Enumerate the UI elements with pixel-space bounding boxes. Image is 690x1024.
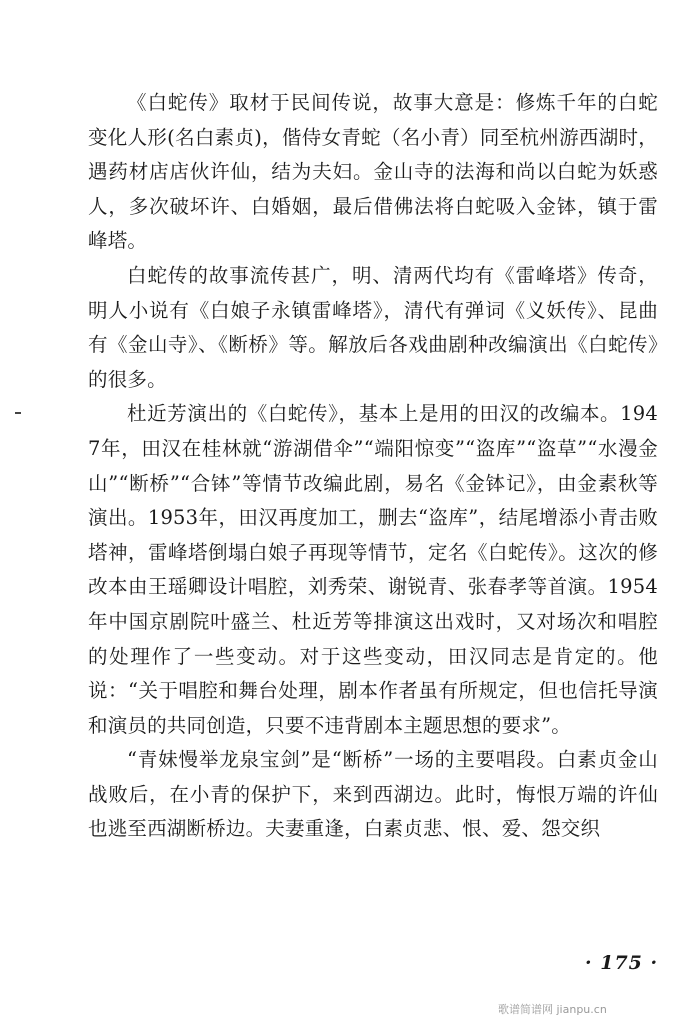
site-watermark: 歌谱简谱网 jianpu.cn (498, 1003, 607, 1016)
body-text (88, 86, 658, 847)
paragraph-broken-bridge-aria: “青妹慢举龙泉宝剑”是“断桥”一场的主要唱段。白素贞金山战败后，在小青的保护下，来到西湖边。此时，悔恨万端的许仙也逃至西湖断桥边。夫妻重逢，白素贞悲、恨、爱、怨交织 (88, 748, 658, 841)
paragraph-tian-han-adaptation: 杜近芳演出的《白蛇传》，基本上是用的田汉的改编本。1947年，田汉在桂林就“游湖借伞”“端阳惊变”“盗库”“盗草”“水漫金山”“断桥”“合钵”等情节改编此剧，易名《金钵记》，由金素秋等演出。1953年，田汉再度加工，删去“盗库”，结尾增添小青击败塔神，雷峰塔倒塌白娘子再现等情节，定名《白蛇传》。这次的修改本由王瑶卿设计唱腔，刘秀荣、谢锐青、张春孝等首演。1954年中国京剧院叶盛兰、杜近芳等排演这出戏时，又对场次和唱腔的处理作了一些变动。对于这些变动，田汉同志是肯定的。他说：“关于唱腔和舞台处理，剧本作者虽有所规定，但也信托导演和演员的共同创造，只要不违背剧本主题思想的要求”。 (88, 402, 658, 737)
page-number: · 175 · (585, 952, 659, 974)
paragraph-story-spread: 白蛇传的故事流传甚广，明、清两代均有《雷峰塔》传奇，明人小说有《白娘子永镇雷峰塔》，清代有弹词《义妖传》、昆曲有《金山寺》、《断桥》等。解放后各戏曲剧种改编演出《白蛇传》的很多。 (88, 263, 658, 391)
scan-edge-mark (15, 412, 21, 414)
paragraph-white-snake-origin: 《白蛇传》取材于民间传说，故事大意是：修炼千年的白蛇变化人形(名白素贞)，偕侍女青蛇（名小青）同至杭州游西湖时，遇药材店店伙许仙，结为夫妇。金山寺的法海和尚以白蛇为妖惑人，多次破坏许、白婚姻，最后借佛法将白蛇吸入金钵，镇于雷峰塔。 (88, 91, 658, 253)
